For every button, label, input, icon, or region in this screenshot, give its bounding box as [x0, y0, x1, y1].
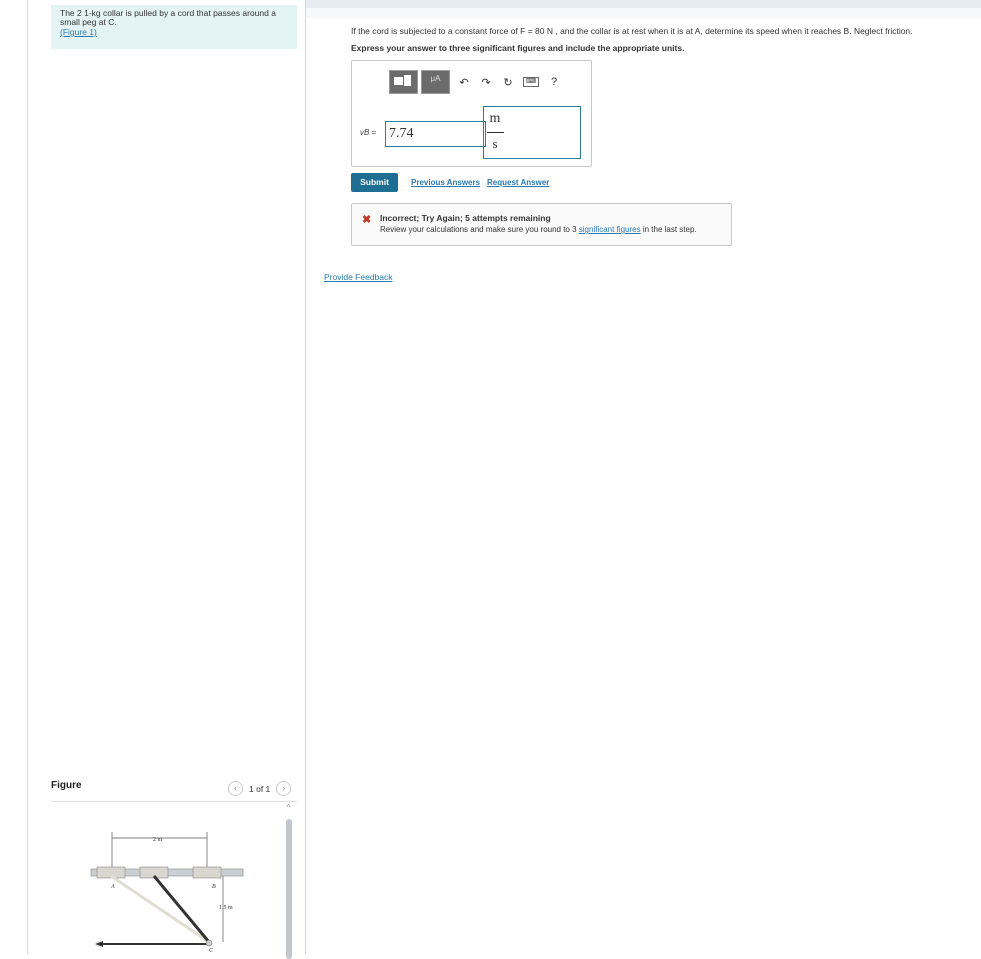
answer-box [351, 60, 592, 167]
question-text: If the cord is subjected to a constant force of F = 80 N , and the collar is at rest when it is at A, determine its speed when it reaches B. Neglect friction. [351, 26, 913, 36]
figure-rule [51, 801, 297, 802]
previous-answers-link[interactable]: Previous Answers [411, 178, 481, 187]
left-border [27, 0, 28, 954]
redo-icon[interactable]: ↷ [481, 76, 491, 89]
collar-figure [85, 828, 260, 954]
feedback-title: Incorrect; Try Again; 5 attempts remaining [380, 213, 551, 223]
scroll-up-icon[interactable]: ^ [286, 803, 291, 812]
fraction-line [487, 132, 504, 133]
point-b-label: B [212, 884, 216, 890]
figure-title: Figure [51, 780, 82, 791]
feedback-message-prefix: Review your calculations and make sure you round to 3 [380, 225, 579, 234]
reset-icon[interactable]: ↻ [503, 76, 513, 89]
height-dimension-label: 1.5 m [219, 905, 233, 911]
provide-feedback-link[interactable]: Provide Feedback [324, 272, 393, 282]
peg-c [206, 940, 212, 946]
force-arrow-icon [95, 941, 103, 947]
top-bar [305, 0, 981, 8]
problem-intro-text: The 2 1-kg collar is pulled by a cord that passes around a small peg at C. [60, 8, 276, 27]
help-icon[interactable]: ? [550, 76, 558, 88]
feedback-message-suffix: in the last step. [640, 225, 697, 234]
keyboard-icon[interactable]: ⌨ [523, 77, 539, 87]
variable-label: vB = [360, 128, 377, 137]
templates-icon[interactable] [389, 70, 418, 94]
figure-pager [228, 781, 291, 796]
error-x-icon: ✖ [362, 214, 372, 226]
figure-link[interactable]: (Figure 1) [60, 27, 97, 37]
collar-at-b [193, 867, 221, 878]
figure-scrollbar[interactable] [285, 804, 292, 954]
feedback-box [351, 203, 732, 246]
next-figure-icon[interactable]: › [276, 781, 291, 796]
answer-unit-input[interactable] [483, 106, 581, 159]
significant-figures-link[interactable]: significant figures [578, 225, 641, 234]
point-c-label: C [209, 948, 214, 954]
prev-figure-icon[interactable]: ‹ [228, 781, 243, 796]
unit-denominator: s [492, 136, 498, 151]
answer-value-input[interactable]: 7.74 [385, 121, 486, 147]
request-answer-link[interactable]: Request Answer [487, 178, 550, 187]
problem-intro [51, 5, 297, 49]
math-toolbar [389, 70, 565, 94]
submit-button[interactable]: Submit [351, 173, 398, 192]
point-a-label: A [111, 884, 115, 890]
width-dimension-label: 2 m [153, 837, 163, 843]
scroll-thumb[interactable] [286, 819, 292, 959]
mu-greek-label: μA [430, 74, 441, 83]
top-bar-shadow [305, 8, 981, 18]
unit-numerator: m [489, 111, 501, 126]
instruction-text: Express your answer to three significant figures and include the appropriate units. [351, 43, 685, 53]
panel-divider [305, 0, 306, 954]
page-indicator: 1 of 1 [249, 783, 271, 794]
cord-from-a [111, 876, 209, 942]
feedback-message [380, 225, 697, 234]
mu-greek-icon[interactable] [421, 70, 450, 94]
undo-icon[interactable]: ↶ [459, 76, 469, 89]
